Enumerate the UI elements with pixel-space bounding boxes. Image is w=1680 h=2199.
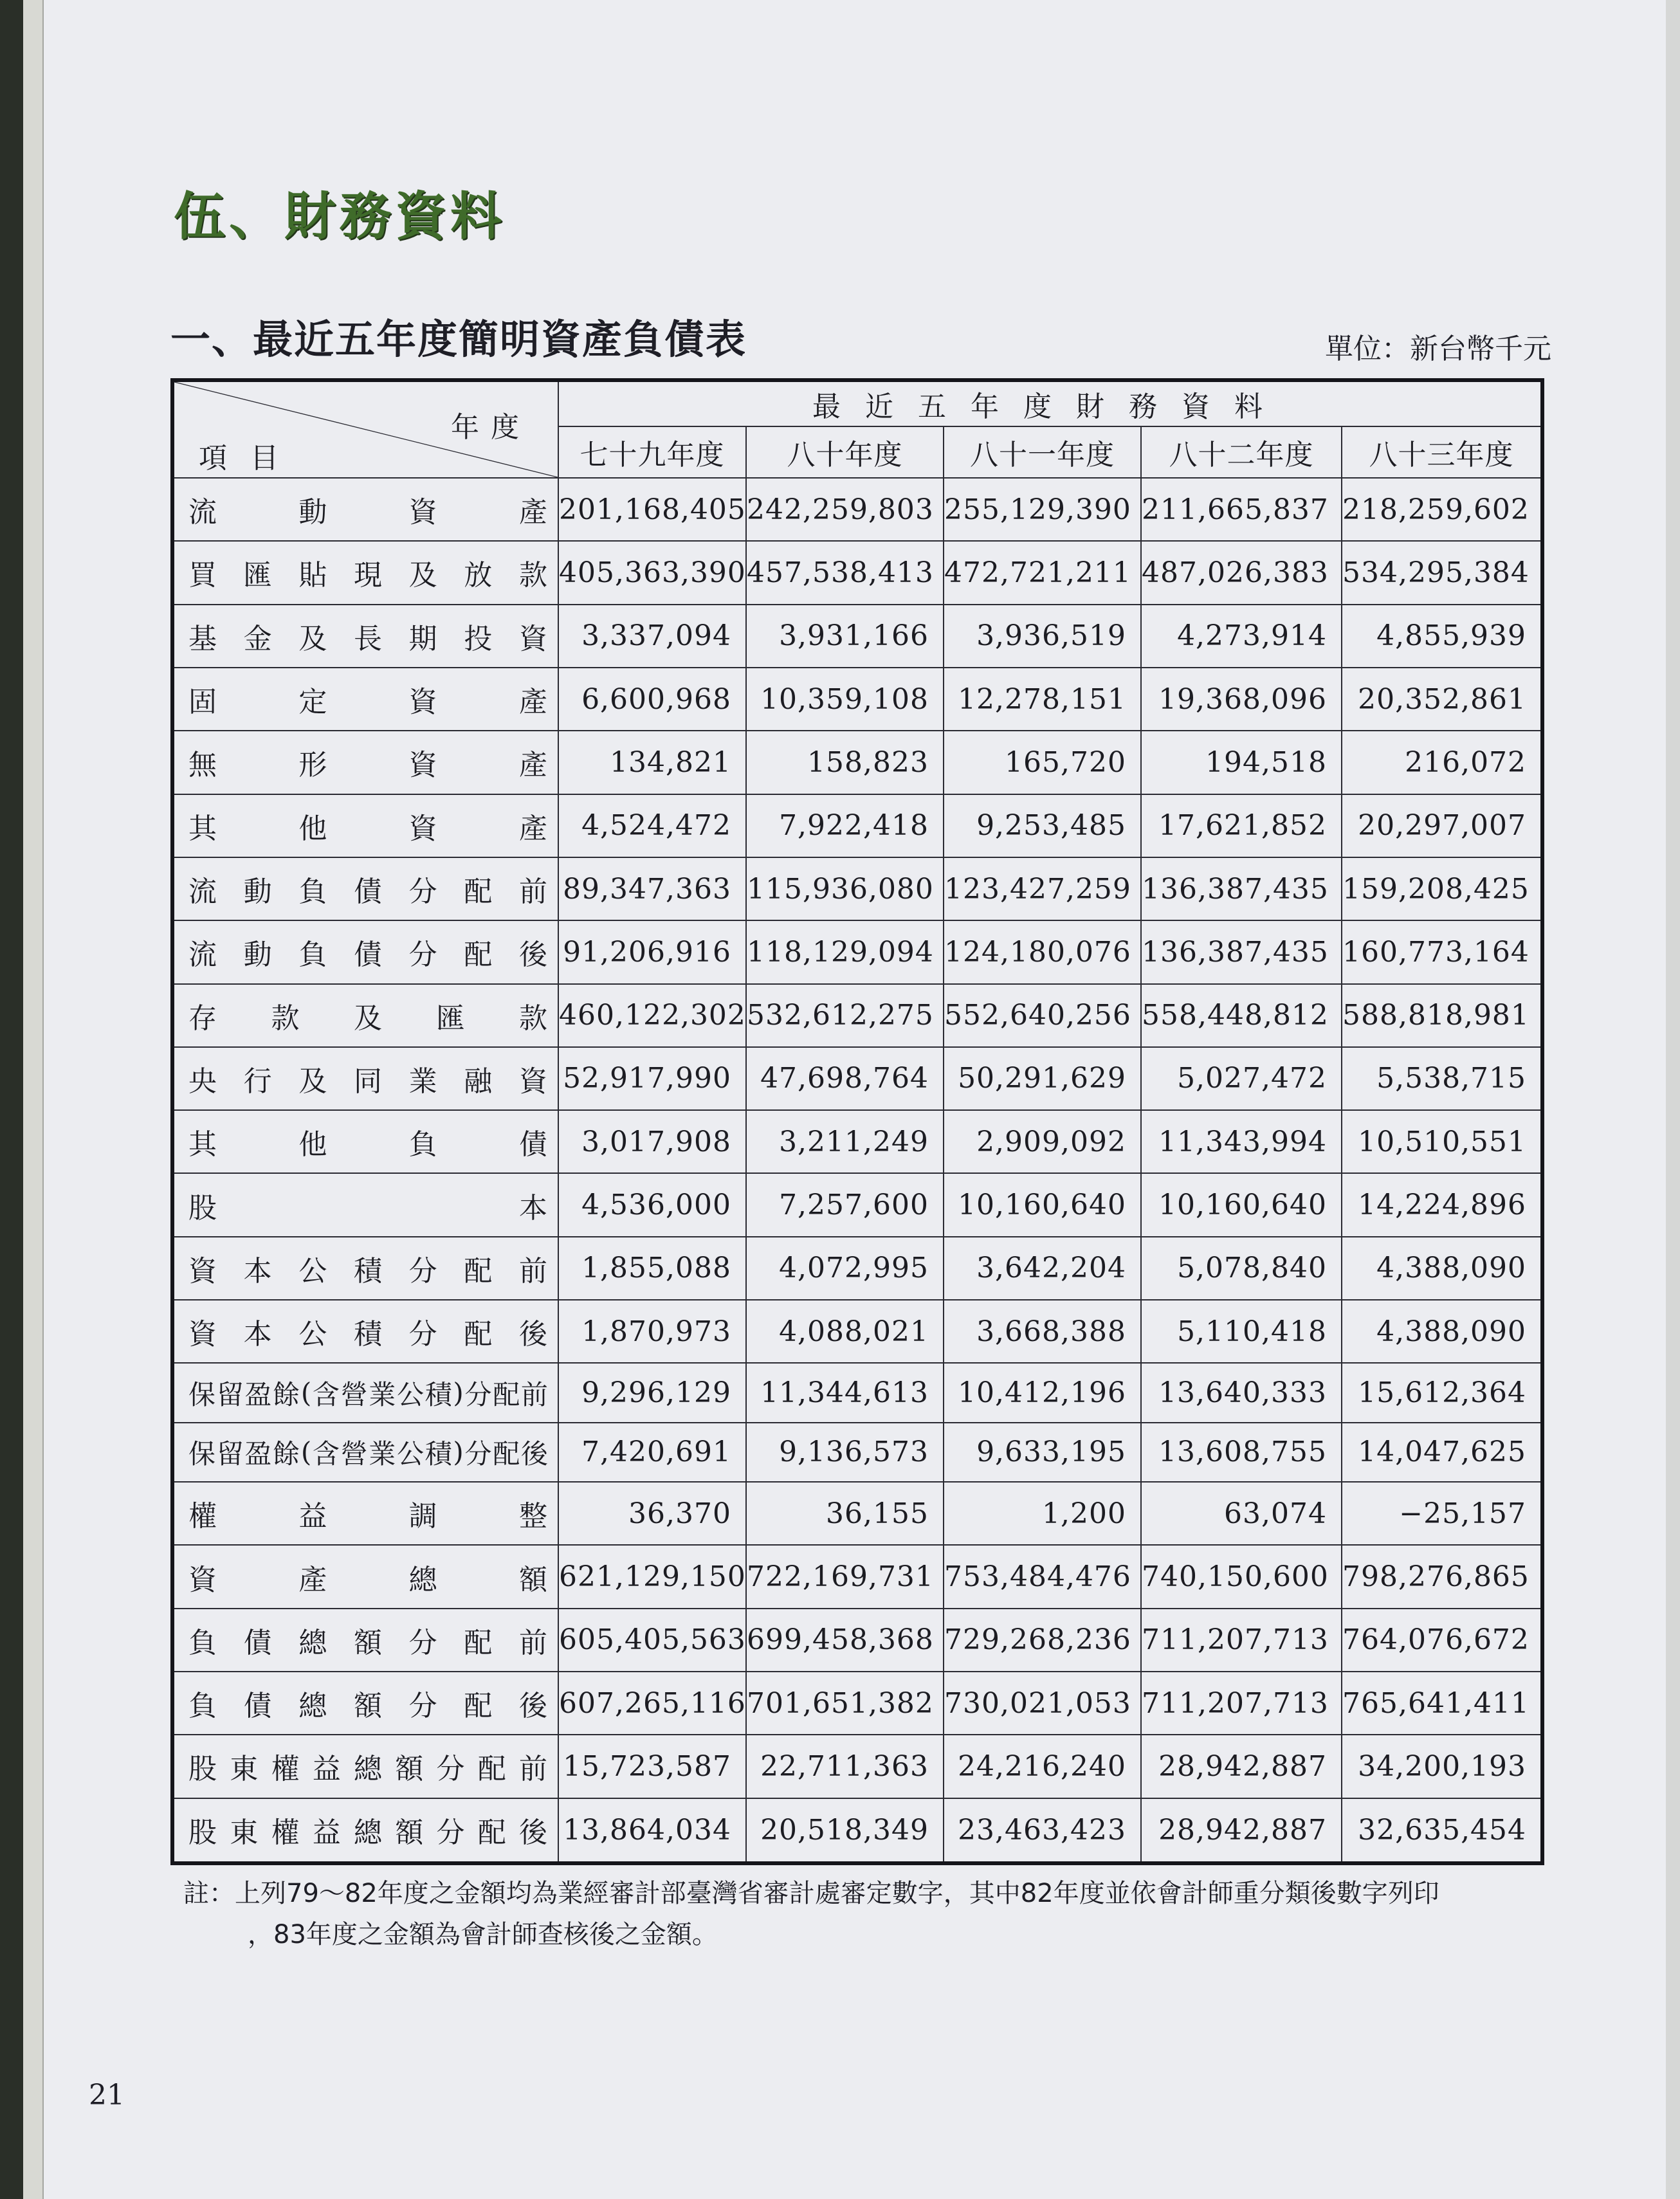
value-cell: 15,612,364 [1342,1363,1542,1422]
row-label: 流 動 負 債 分 配 前 [188,875,547,909]
value-cell: 3,936,519 [944,605,1141,668]
value-cell: 20,297,007 [1342,794,1542,857]
row-label-cell [172,478,558,541]
balance-sheet-table [170,378,1544,1865]
row-label-cell [172,1300,558,1363]
value-cell: 20,518,349 [746,1798,944,1863]
row-label: 基 金 及 長 期 投 資 [188,622,547,655]
row-label-cell [172,1047,558,1110]
value-cell: 20,352,861 [1342,668,1542,731]
row-label: 資 本 公 積 分 配 後 [188,1318,547,1351]
value-cell: 460,122,302 [558,984,746,1047]
value-cell: 753,484,476 [944,1545,1141,1608]
value-cell: 17,621,852 [1141,794,1342,857]
section-title: 一、最近五年度簡明資產負債表 [170,316,747,363]
row-label-cell [172,1545,558,1608]
page-number: 21 [89,2079,125,2112]
value-cell: 89,347,363 [558,857,746,920]
value-cell: 740,150,600 [1141,1545,1342,1608]
value-cell: 50,291,629 [944,1047,1141,1110]
row-label: 固 定 資 產 [188,686,547,719]
row-label: 股 東 權 益 總 額 分 配 前 [188,1753,547,1786]
value-cell: 729,268,236 [944,1609,1141,1672]
row-label: 其 他 負 債 [188,1128,547,1162]
row-label-cell [172,1672,558,1735]
table-row [172,1110,1542,1173]
table-row [172,1609,1542,1672]
row-label-cell [172,1609,558,1672]
value-cell: 32,635,454 [1342,1798,1542,1863]
table-row [172,1423,1542,1482]
value-cell: 1,200 [944,1482,1141,1545]
value-cell: 19,368,096 [1141,668,1342,731]
value-cell: 722,169,731 [746,1545,944,1608]
value-cell: 28,942,887 [1141,1735,1342,1798]
value-cell: 3,642,204 [944,1237,1141,1300]
row-label: 負 債 總 額 分 配 後 [188,1690,547,1723]
value-cell: 798,276,865 [1342,1545,1542,1608]
value-cell: 5,538,715 [1342,1047,1542,1110]
row-label: 保 留 盈 餘 ( 含 營 業 公 積 ) 分 配 前 [188,1377,547,1410]
value-cell: 123,427,259 [944,857,1141,920]
table-row [172,478,1542,541]
value-cell: 6,600,968 [558,668,746,731]
value-cell: 4,273,914 [1141,605,1342,668]
value-cell: 165,720 [944,731,1141,794]
value-cell: 621,129,150 [558,1545,746,1608]
value-cell: 4,524,472 [558,794,746,857]
corner-item-label: 項目 [199,442,302,475]
header-row-group [172,380,1542,426]
row-label-cell [172,1482,558,1545]
value-cell: 4,072,995 [746,1237,944,1300]
table-row [172,1300,1542,1363]
value-cell: 472,721,211 [944,541,1141,604]
value-cell: 9,253,485 [944,794,1141,857]
row-label: 資 產 總 額 [188,1563,547,1596]
table-row [172,794,1542,857]
value-cell: 242,259,803 [746,478,944,541]
row-label-cell [172,605,558,668]
value-cell: 136,387,435 [1141,857,1342,920]
value-cell: 15,723,587 [558,1735,746,1798]
footnote-line-1: 註：上列79～82年度之金額均為業經審計部臺灣省審計處審定數字，其中82年度並依會計師重分類後數字列印 [183,1879,1439,1908]
value-cell: 7,922,418 [746,794,944,857]
year-header-5: 八十三年度 [1342,426,1542,478]
value-cell: 765,641,411 [1342,1672,1542,1735]
value-cell: 12,278,151 [944,668,1141,731]
value-cell: 9,633,195 [944,1423,1141,1482]
row-label-cell [172,731,558,794]
row-label: 負 債 總 額 分 配 前 [188,1626,547,1659]
value-cell: 3,337,094 [558,605,746,668]
year-header-1: 七十九年度 [558,426,746,478]
value-cell: 9,296,129 [558,1363,746,1422]
table-row [172,920,1542,983]
value-cell: 10,359,108 [746,668,944,731]
value-cell: 10,160,640 [944,1173,1141,1236]
value-cell: 218,259,602 [1342,478,1542,541]
value-cell: 7,420,691 [558,1423,746,1482]
row-label-cell [172,1173,558,1236]
value-cell: 532,612,275 [746,984,944,1047]
value-cell: 136,387,435 [1141,920,1342,983]
value-cell: 158,823 [746,731,944,794]
table-row [172,1545,1542,1608]
value-cell: 14,047,625 [1342,1423,1542,1482]
table-row [172,668,1542,731]
table-row [172,1798,1542,1863]
table-row [172,984,1542,1047]
value-cell: 534,295,384 [1342,541,1542,604]
row-label: 權 益 調 整 [188,1500,547,1533]
value-cell: 13,608,755 [1141,1423,1342,1482]
value-cell: 1,855,088 [558,1237,746,1300]
year-header-3: 八十一年度 [944,426,1141,478]
row-label-cell [172,857,558,920]
table-row [172,605,1542,668]
value-cell: 9,136,573 [746,1423,944,1482]
chapter-title: 伍、財務資料 [174,187,506,246]
table-row [172,731,1542,794]
table-row [172,1237,1542,1300]
table-row [172,1482,1542,1545]
value-cell: 5,078,840 [1141,1237,1342,1300]
value-cell: 201,168,405 [558,478,746,541]
row-label: 其 他 資 產 [188,812,547,845]
value-cell: 28,942,887 [1141,1798,1342,1863]
value-cell: 52,917,990 [558,1047,746,1110]
row-label: 央 行 及 同 業 融 資 [188,1064,547,1098]
value-cell: 10,510,551 [1342,1110,1542,1173]
value-cell: 13,640,333 [1141,1363,1342,1422]
value-cell: 3,211,249 [746,1110,944,1173]
value-cell: 552,640,256 [944,984,1141,1047]
row-label: 保 留 盈 餘 ( 含 營 業 公 積 ) 分 配 後 [188,1436,547,1470]
table-row [172,1735,1542,1798]
value-cell: 160,773,164 [1342,920,1542,983]
row-label: 流 動 負 債 分 配 後 [188,938,547,972]
row-label-cell [172,1798,558,1863]
row-label: 流 動 資 產 [188,496,547,529]
value-cell: 4,388,090 [1342,1300,1542,1363]
row-label-cell [172,1363,558,1422]
row-label-cell [172,668,558,731]
row-label: 存 款 及 匯 款 [188,1001,547,1035]
value-cell: 711,207,713 [1141,1609,1342,1672]
value-cell: 11,343,994 [1141,1110,1342,1173]
row-label-cell [172,984,558,1047]
row-label: 資 本 公 積 分 配 前 [188,1254,547,1288]
value-cell: 487,026,383 [1141,541,1342,604]
value-cell: 23,463,423 [944,1798,1141,1863]
header-corner-cell [172,380,558,478]
value-cell: 588,818,981 [1342,984,1542,1047]
row-label-cell [172,1110,558,1173]
value-cell: 118,129,094 [746,920,944,983]
value-cell: 5,027,472 [1141,1047,1342,1110]
row-label-cell [172,541,558,604]
value-cell: 211,665,837 [1141,478,1342,541]
value-cell: 701,651,382 [746,1672,944,1735]
row-label-cell [172,1423,558,1482]
corner-year-label: 年度 [451,411,531,444]
value-cell: 711,207,713 [1141,1672,1342,1735]
row-label: 股 本 [188,1191,547,1225]
value-cell: 5,110,418 [1141,1300,1342,1363]
value-cell: 10,160,640 [1141,1173,1342,1236]
value-cell: 255,129,390 [944,478,1141,541]
value-cell: 216,072 [1342,731,1542,794]
page-edge [1666,0,1680,2199]
value-cell: −25,157 [1342,1482,1542,1545]
value-cell: 699,458,368 [746,1609,944,1672]
value-cell: 3,931,166 [746,605,944,668]
value-cell: 1,870,973 [558,1300,746,1363]
footnote-line-2: ，83年度之金額為會計師查核後之金額。 [248,1920,718,1949]
value-cell: 558,448,812 [1141,984,1342,1047]
value-cell: 124,180,076 [944,920,1141,983]
row-label: 股 東 權 益 總 額 分 配 後 [188,1816,547,1850]
value-cell: 159,208,425 [1342,857,1542,920]
table-row [172,1363,1542,1422]
footnote [183,1873,1560,1955]
value-cell: 22,711,363 [746,1735,944,1798]
value-cell: 764,076,672 [1342,1609,1542,1672]
value-cell: 2,909,092 [944,1110,1141,1173]
value-cell: 4,388,090 [1342,1237,1542,1300]
table-row [172,1047,1542,1110]
table-body [172,478,1542,1863]
row-label-cell [172,1735,558,1798]
row-label-cell [172,920,558,983]
book-binding-edge [23,0,44,2199]
row-label: 無 形 資 產 [188,749,547,782]
value-cell: 63,074 [1141,1482,1342,1545]
value-cell: 47,698,764 [746,1047,944,1110]
table-row [172,1672,1542,1735]
value-cell: 3,017,908 [558,1110,746,1173]
value-cell: 134,821 [558,731,746,794]
value-cell: 457,538,413 [746,541,944,604]
year-header-2: 八十年度 [746,426,944,478]
book-spine-shadow [0,0,23,2199]
row-label-cell [172,794,558,857]
value-cell: 24,216,240 [944,1735,1141,1798]
value-cell: 607,265,116 [558,1672,746,1735]
value-cell: 36,370 [558,1482,746,1545]
table-row [172,857,1542,920]
value-cell: 10,412,196 [944,1363,1141,1422]
value-cell: 730,021,053 [944,1672,1141,1735]
group-header: 最近五年度財務資料 [558,380,1542,426]
value-cell: 4,536,000 [558,1173,746,1236]
value-cell: 7,257,600 [746,1173,944,1236]
value-cell: 13,864,034 [558,1798,746,1863]
value-cell: 91,206,916 [558,920,746,983]
value-cell: 4,088,021 [746,1300,944,1363]
value-cell: 4,855,939 [1342,605,1542,668]
row-label: 買 匯 貼 現 及 放 款 [188,559,547,592]
row-label-cell [172,1237,558,1300]
value-cell: 194,518 [1141,731,1342,794]
value-cell: 405,363,390 [558,541,746,604]
value-cell: 14,224,896 [1342,1173,1542,1236]
value-cell: 3,668,388 [944,1300,1141,1363]
value-cell: 36,155 [746,1482,944,1545]
value-cell: 605,405,563 [558,1609,746,1672]
table-row [172,1173,1542,1236]
value-cell: 34,200,193 [1342,1735,1542,1798]
table-row [172,541,1542,604]
value-cell: 11,344,613 [746,1363,944,1422]
value-cell: 115,936,080 [746,857,944,920]
unit-label: 單位：新台幣千元 [1325,333,1551,365]
year-header-4: 八十二年度 [1141,426,1342,478]
